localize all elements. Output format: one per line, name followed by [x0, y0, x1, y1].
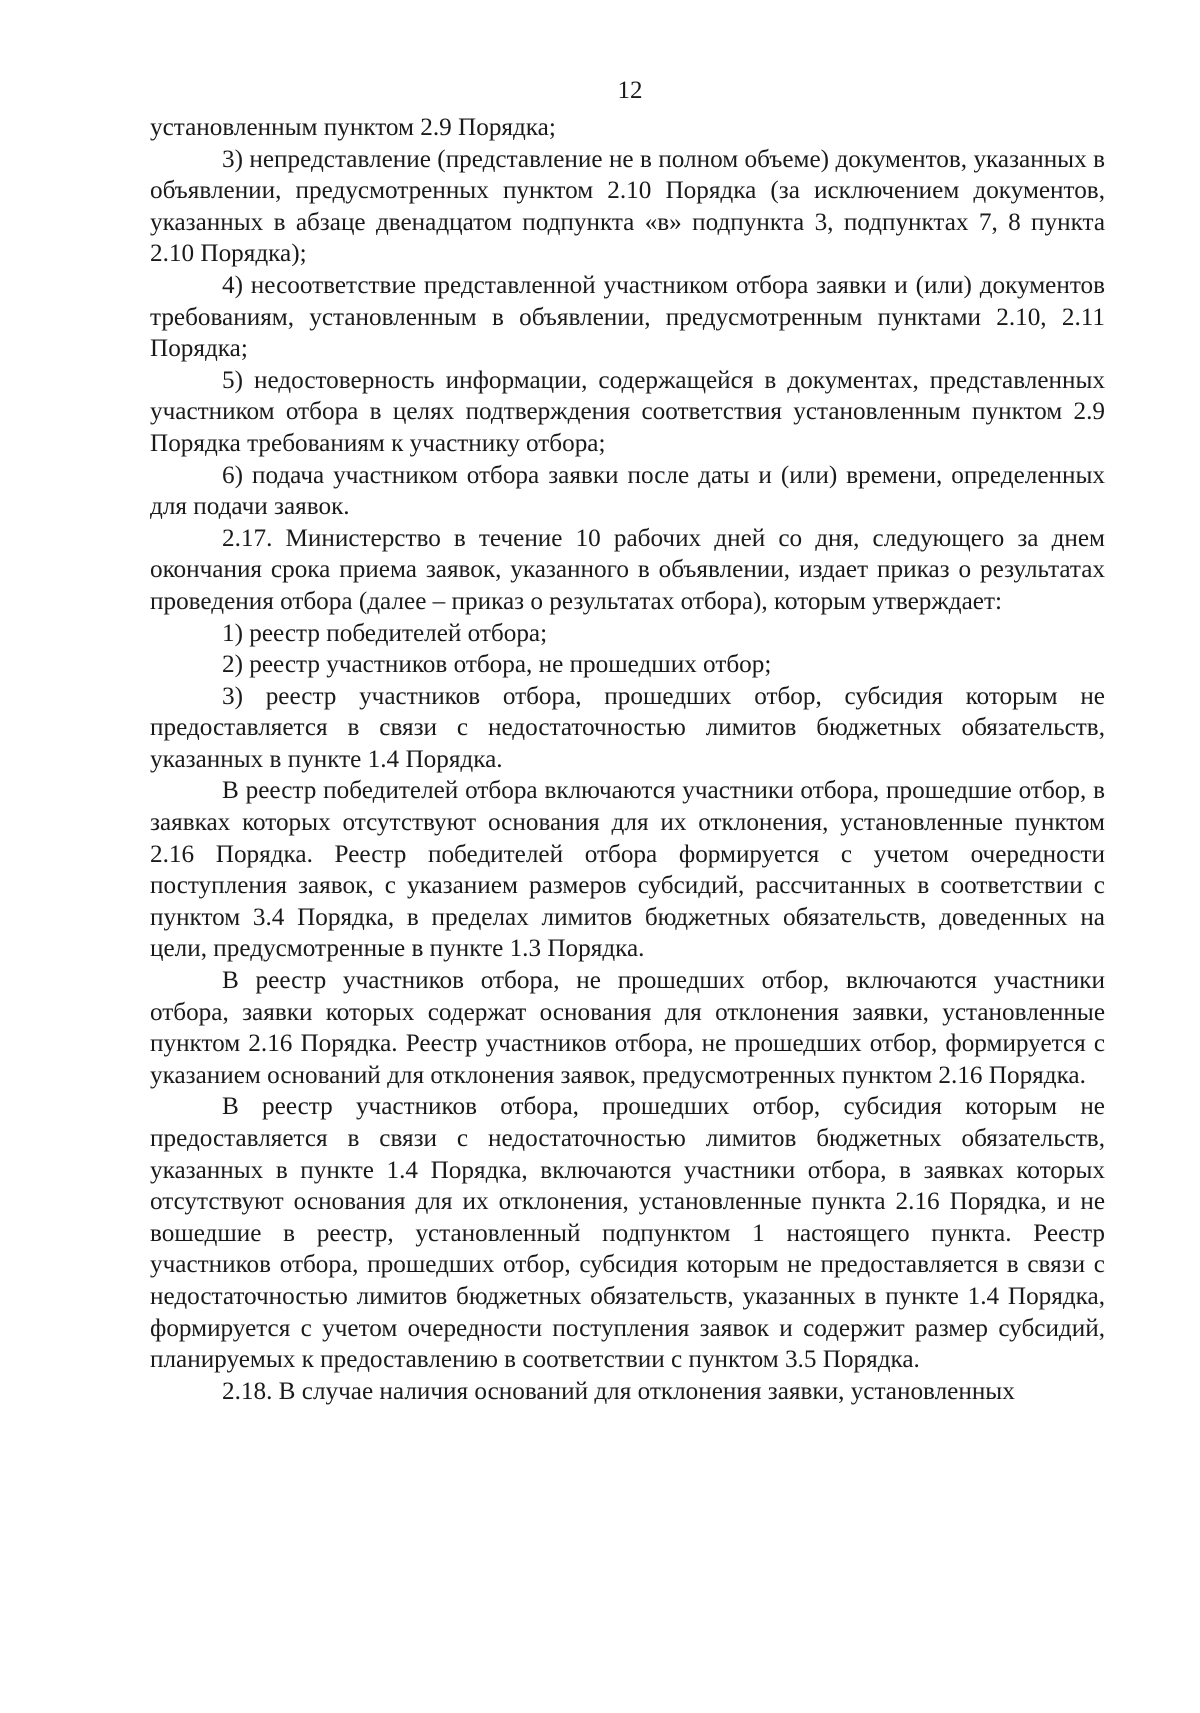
paragraph: 2.18. В случае наличия оснований для отклонения заявки, установленных: [222, 1377, 1015, 1405]
list-item: 3) реестр участников отбора, прошедших отбор, субсидия которым не предоставляется в связи с недостаточностью лимитов бюджетных обязательств, указанных в пункте 1.4 Порядка.: [150, 682, 1105, 773]
paragraph: 4) несоответствие представленной участником отбора заявки и (или) документов требованиям, установленным в объявлении, предусмотренным пунктами 2.10, 2.11 Порядка;: [150, 271, 1105, 363]
document-body: [150, 112, 1105, 1407]
page-number: 12: [617, 77, 643, 104]
list-item: 2) реестр участников отбора, не прошедших отбор;: [222, 651, 772, 679]
paragraph: В реестр победителей отбора включаются участники отбора, прошедшие отбор, в заявках которых отсутствуют основания для их отклонения, установленные пунктом 2.16 Порядка. Реестр победителей отбора формируется с учетом очередности поступления заявок, с указанием размеров субсидий, рассчитанных в соответствии с пунктом 3.4 Порядка, в пределах лимитов бюджетных обязательств, доведенных на цели, предусмотренные в пункте 1.3 Порядка.: [150, 777, 1105, 963]
paragraph: 3) непредставление (представление не в полном объеме) документов, указанных в объявлении, предусмотренных пунктом 2.10 Порядка (за исключением документов, указанных в абзаце двенадцатом подпункта «в» подпункта 3, подпунктах 7, 8 пункта 2.10 Порядка);: [150, 145, 1105, 268]
paragraph: 5) недостоверность информации, содержащейся в документах, представленных участником отбора в целях подтверждения соответствия установленным пунктом 2.9 Порядка требованиям к участнику отбора;: [150, 366, 1105, 457]
paragraph: 2.17. Министерство в течение 10 рабочих дней со дня, следующего за днем окончания срока приема заявок, указанного в объявлении, издает приказ о результатах проведения отбора (далее – приказ о результатах отбора), которым утверждает:: [150, 524, 1105, 615]
list-item: 1) реестр победителей отбора;: [222, 619, 548, 647]
paragraph: 6) подача участником отбора заявки после даты и (или) времени, определенных для подачи заявок.: [150, 461, 1105, 521]
paragraph: В реестр участников отбора, прошедших отбор, субсидия которым не предоставляется в связи с недостаточностью лимитов бюджетных обязательств, указанных в пункте 1.4 Порядка, включаются участники отбора, в заявках которых отсутствуют основания для их отклонения, установленные пункта 2.16 Порядка, и не вошедшие в реестр, установленный подпунктом 1 настоящего пункта. Реестр участников отбора, прошедших отбор, субсидия которым не предоставляется в связи с недостаточностью лимитов бюджетных обязательств, указанных в пункте 1.4 Порядка, формируется с учетом очередности поступления заявок и содержит размер субсидий, планируемых к предоставлению в соответствии с пунктом 3.5 Порядка.: [150, 1093, 1105, 1374]
paragraph: В реестр участников отбора, не прошедших отбор, включаются участники отбора, заявки которых содержат основания для отклонения заявки, установленные пунктом 2.16 Порядка. Реестр участников отбора, не прошедших отбор, формируется с указанием оснований для отклонения заявок, предусмотренных пунктом 2.16 Порядка.: [150, 967, 1105, 1089]
paragraph: установленным пунктом 2.9 Порядка;: [150, 114, 556, 141]
